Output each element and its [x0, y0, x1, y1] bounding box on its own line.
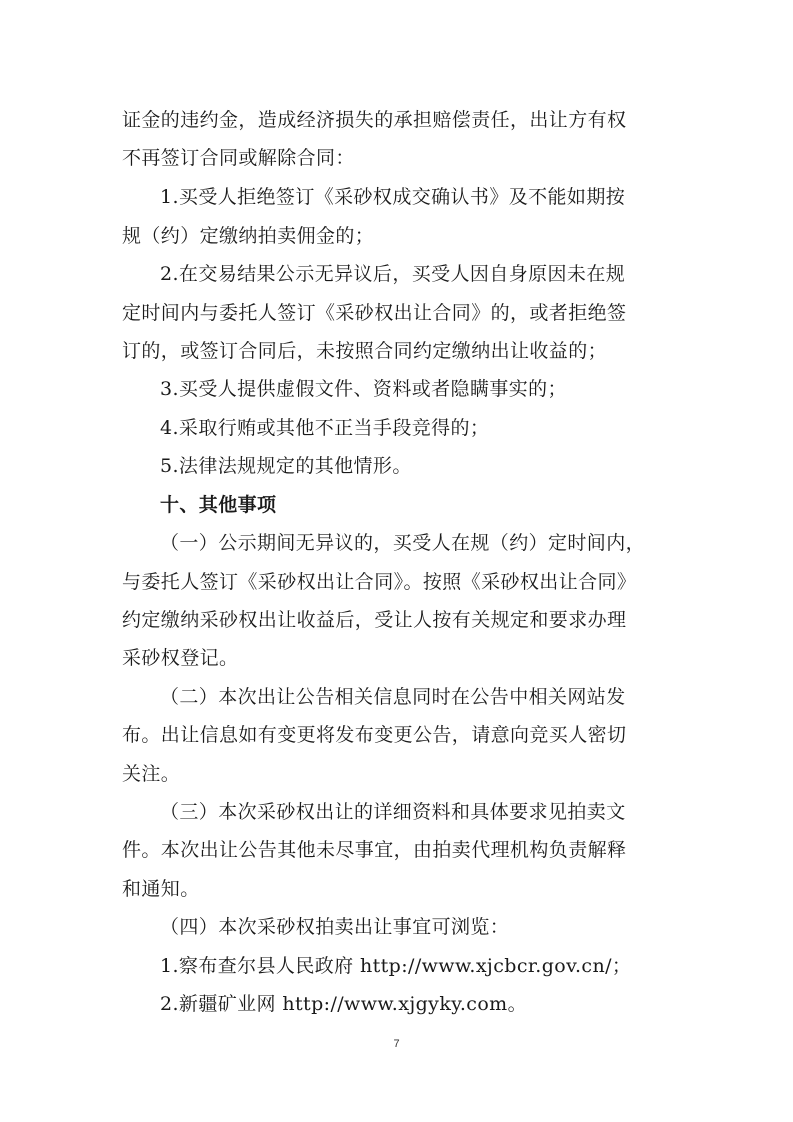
- website-link-2[interactable]: 2.新疆矿业网 http://www.xjgyky.com。: [160, 993, 527, 1015]
- list-item-2-cont: 定时间内与委托人签订《采砂权出让合同》的，或者拒绝签: [122, 302, 627, 324]
- list-item-1: 1.买受人拒绝签订《采砂权成交确认书》及不能如期按: [160, 186, 626, 208]
- list-item-2: 2.在交易结果公示无异议后，买受人因自身原因未在规: [160, 263, 626, 285]
- list-item-2-cont: 订的，或签订合同后，未按照合同约定缴纳出让收益的；: [122, 340, 608, 362]
- paragraph-1-cont: 约定缴纳采砂权出让收益后，受让人按有关规定和要求办理: [122, 609, 627, 631]
- paragraph-2-cont: 关注。: [122, 763, 181, 785]
- paragraph-1-cont: 采砂权登记。: [122, 647, 239, 669]
- list-item-1-cont: 规（约）定缴纳拍卖佣金的；: [122, 225, 375, 247]
- paragraph-3-cont: 和通知。: [122, 878, 200, 900]
- paragraph-3-cont: 件。本次出让公告其他未尽事宜，由拍卖代理机构负责解释: [122, 839, 627, 861]
- section-heading: 十、其他事项: [160, 494, 277, 516]
- text-line: 不再签订合同或解除合同：: [122, 147, 355, 169]
- text-line: 证金的违约金，造成经济损失的承担赔偿责任，出让方有权: [122, 109, 627, 131]
- paragraph-4: （四）本次采砂权拍卖出让事宜可浏览：: [160, 916, 510, 938]
- paragraph-2: （二）本次出让公告相关信息同时在公告中相关网站发: [160, 686, 626, 708]
- page-number: 7: [393, 1038, 400, 1050]
- paragraph-3: （三）本次采砂权出让的详细资料和具体要求见拍卖文: [160, 801, 626, 823]
- list-item-5: 5.法律法规规定的其他情形。: [160, 455, 412, 477]
- list-item-3: 3.买受人提供虚假文件、资料或者隐瞒事实的；: [160, 378, 567, 400]
- paragraph-1-cont: 与委托人签订《采砂权出让合同》。按照《采砂权出让合同》: [122, 571, 637, 593]
- paragraph-1: （一）公示期间无异议的，买受人在规（约）定时间内，: [160, 532, 646, 554]
- website-link-1[interactable]: 1.察布查尔县人民政府 http://www.xjcbcr.gov.cn/；: [160, 955, 632, 977]
- list-item-4: 4.采取行贿或其他不正当手段竞得的；: [160, 417, 490, 439]
- paragraph-2-cont: 布。出让信息如有变更将发布变更公告，请意向竞买人密切: [122, 724, 627, 746]
